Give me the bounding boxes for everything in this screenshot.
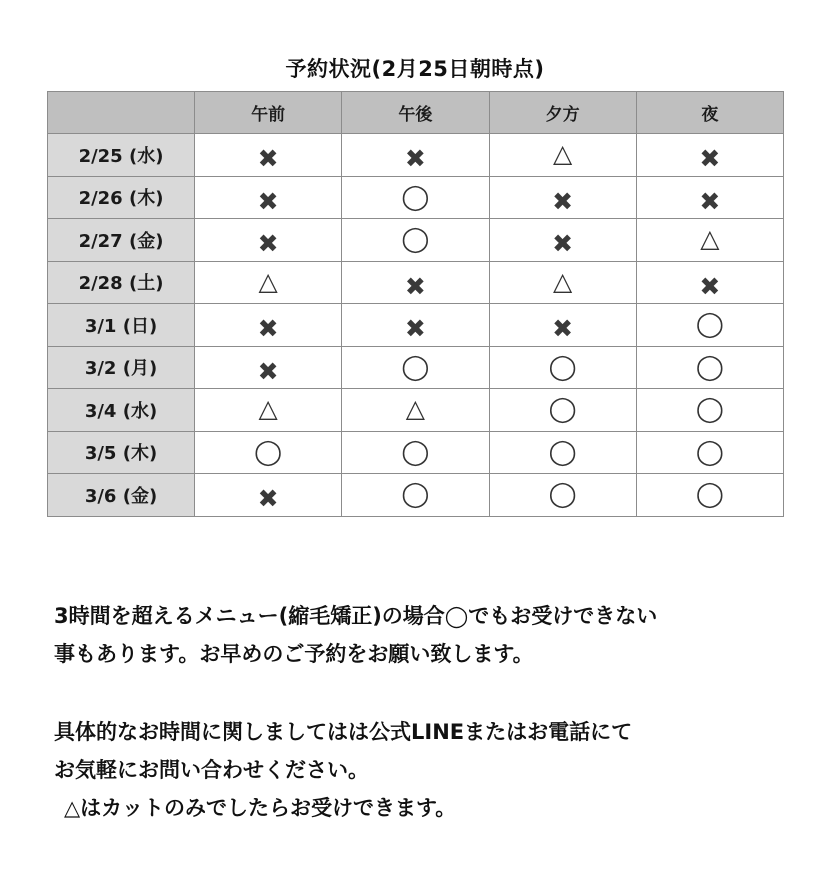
corner-header (48, 92, 195, 134)
slot-cell-evening (489, 346, 636, 389)
slot-cell-afternoon (342, 261, 489, 304)
slot-cell-morning (195, 474, 342, 517)
availability-mark: ✖ (404, 271, 426, 301)
availability-mark: ✖ (257, 314, 279, 344)
date-cell: 3/6 (金) (48, 474, 195, 517)
availability-mark: ✖ (404, 144, 426, 174)
slot-cell-evening (489, 389, 636, 432)
availability-mark: ◯ (254, 436, 283, 466)
header-row (48, 92, 784, 134)
slot-cell-night (636, 176, 783, 219)
table-row (48, 389, 784, 432)
date-cell: 3/1 (日) (48, 304, 195, 347)
availability-mark: ◯ (401, 181, 430, 211)
slot-cell-night (636, 431, 783, 474)
date-cell: 2/27 (金) (48, 219, 195, 262)
availability-mark: ✖ (699, 144, 721, 174)
slot-cell-morning (195, 389, 342, 432)
slot-cell-morning (195, 304, 342, 347)
availability-mark: △ (405, 394, 425, 424)
slot-cell-afternoon (342, 219, 489, 262)
notes-block (54, 597, 794, 827)
slot-cell-evening (489, 219, 636, 262)
availability-mark: ◯ (695, 479, 724, 509)
availability-mark: ◯ (548, 394, 577, 424)
availability-mark: ◯ (548, 351, 577, 381)
header-morning: 午前 (195, 92, 342, 134)
slot-cell-afternoon (342, 304, 489, 347)
availability-mark: ✖ (552, 186, 574, 216)
availability-mark: ◯ (401, 224, 430, 254)
header-evening: 夕方 (489, 92, 636, 134)
slot-cell-evening (489, 261, 636, 304)
availability-mark: ◯ (695, 394, 724, 424)
slot-cell-afternoon (342, 431, 489, 474)
availability-mark: ✖ (552, 229, 574, 259)
slot-cell-evening (489, 304, 636, 347)
date-cell: 2/26 (木) (48, 176, 195, 219)
availability-mark: △ (553, 266, 573, 296)
slot-cell-night (636, 389, 783, 432)
date-cell: 2/25 (水) (48, 134, 195, 177)
availability-mark: △ (700, 224, 720, 254)
availability-mark: ✖ (552, 314, 574, 344)
slot-cell-afternoon (342, 474, 489, 517)
table-row (48, 176, 784, 219)
slot-cell-afternoon (342, 176, 489, 219)
slot-cell-morning (195, 431, 342, 474)
note-line-5: △はカットのみでしたらお受けできます。 (64, 796, 457, 820)
availability-mark: △ (258, 266, 278, 296)
note-line-4: お気軽にお問い合わせください。 (54, 758, 369, 782)
note-line-2: 事もあります。お早めのご予約をお願い致します。 (54, 642, 534, 666)
slot-cell-evening (489, 474, 636, 517)
availability-mark: ◯ (401, 351, 430, 381)
availability-mark: ◯ (548, 479, 577, 509)
availability-mark: ◯ (695, 436, 724, 466)
slot-cell-evening (489, 176, 636, 219)
slot-cell-morning (195, 134, 342, 177)
availability-mark: ◯ (401, 436, 430, 466)
table-body (48, 134, 784, 517)
availability-mark: ✖ (699, 186, 721, 216)
slot-cell-afternoon (342, 346, 489, 389)
slot-cell-afternoon (342, 134, 489, 177)
table-row (48, 474, 784, 517)
slot-cell-night (636, 134, 783, 177)
table-row (48, 134, 784, 177)
slot-cell-morning (195, 261, 342, 304)
header-night: 夜 (636, 92, 783, 134)
availability-mark: △ (258, 394, 278, 424)
slot-cell-night (636, 261, 783, 304)
slot-cell-night (636, 346, 783, 389)
availability-mark: ✖ (257, 229, 279, 259)
availability-mark: ◯ (401, 479, 430, 509)
availability-mark: ✖ (257, 484, 279, 514)
slot-cell-morning (195, 176, 342, 219)
availability-mark: △ (553, 139, 573, 169)
slot-cell-evening (489, 134, 636, 177)
table-row (48, 304, 784, 347)
reservation-table (47, 91, 784, 517)
slot-cell-night (636, 474, 783, 517)
slot-cell-evening (489, 431, 636, 474)
availability-mark: ✖ (257, 186, 279, 216)
table-row (48, 261, 784, 304)
date-cell: 3/2 (月) (48, 346, 195, 389)
note-line-3: 具体的なお時間に関しましてはは公式LINEまたはお電話にて (54, 720, 633, 744)
table-row (48, 431, 784, 474)
availability-mark: ✖ (699, 271, 721, 301)
date-cell: 3/4 (水) (48, 389, 195, 432)
note-line-1: 3時間を超えるメニュー(縮毛矯正)の場合◯でもお受けできない (54, 604, 658, 628)
availability-mark: ◯ (695, 351, 724, 381)
availability-mark: ◯ (695, 309, 724, 339)
availability-mark: ✖ (257, 356, 279, 386)
slot-cell-night (636, 304, 783, 347)
slot-cell-morning (195, 346, 342, 389)
page-title: 予約状況(2月25日朝時点) (285, 57, 545, 81)
date-cell: 3/5 (木) (48, 431, 195, 474)
table-row (48, 346, 784, 389)
header-afternoon: 午後 (342, 92, 489, 134)
slot-cell-night (636, 219, 783, 262)
slot-cell-morning (195, 219, 342, 262)
table-row (48, 219, 784, 262)
availability-mark: ◯ (548, 436, 577, 466)
availability-mark: ✖ (257, 144, 279, 174)
note-spacer (54, 673, 794, 713)
date-cell: 2/28 (土) (48, 261, 195, 304)
availability-mark: ✖ (404, 314, 426, 344)
slot-cell-afternoon (342, 389, 489, 432)
